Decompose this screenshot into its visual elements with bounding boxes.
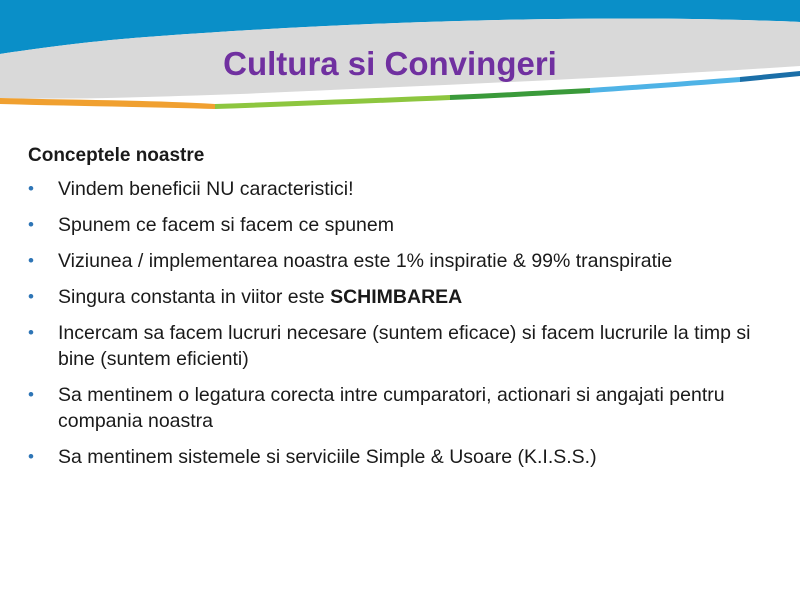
content-area <box>28 144 778 480</box>
bullet-icon: • <box>28 323 34 342</box>
list-item-text: Viziunea / implementarea noastra este 1% inspiratie & 99% transpiratie <box>58 250 673 272</box>
list-item <box>28 284 778 310</box>
list-item <box>28 176 778 202</box>
bullet-icon: • <box>28 215 34 234</box>
slide-title: Cultura si Convingeri <box>223 45 557 82</box>
bullet-list <box>28 176 778 470</box>
list-item-text: Vindem beneficii NU caracteristici! <box>58 178 354 200</box>
bullet-icon: • <box>28 385 34 404</box>
list-item-text: Incercam sa facem lucruri necesare (suntem eficace) si facem lucrurile la timp si bine (suntem eficienti) <box>58 322 751 370</box>
list-item <box>28 320 778 372</box>
list-item-text: Sa mentinem sistemele si serviciile Simple & Usoare (K.I.S.S.) <box>58 446 597 468</box>
bullet-icon: • <box>28 447 34 466</box>
list-item <box>28 444 778 470</box>
list-item <box>28 382 778 434</box>
bullet-icon: • <box>28 251 34 270</box>
bullet-icon: • <box>28 287 34 306</box>
list-item-text: Singura constanta in viitor este <box>58 286 331 308</box>
list-item <box>28 212 778 238</box>
emphasis-text: SCHIMBAREA <box>330 286 463 308</box>
section-subtitle: Conceptele noastre <box>28 145 205 166</box>
list-item-text: Spunem ce facem si facem ce spunem <box>58 214 394 236</box>
list-item-text: Sa mentinem o legatura corecta intre cumparatori, actionari si angajati pentru compania noastra <box>58 384 725 432</box>
bullet-icon: • <box>28 179 34 198</box>
list-item <box>28 248 778 274</box>
